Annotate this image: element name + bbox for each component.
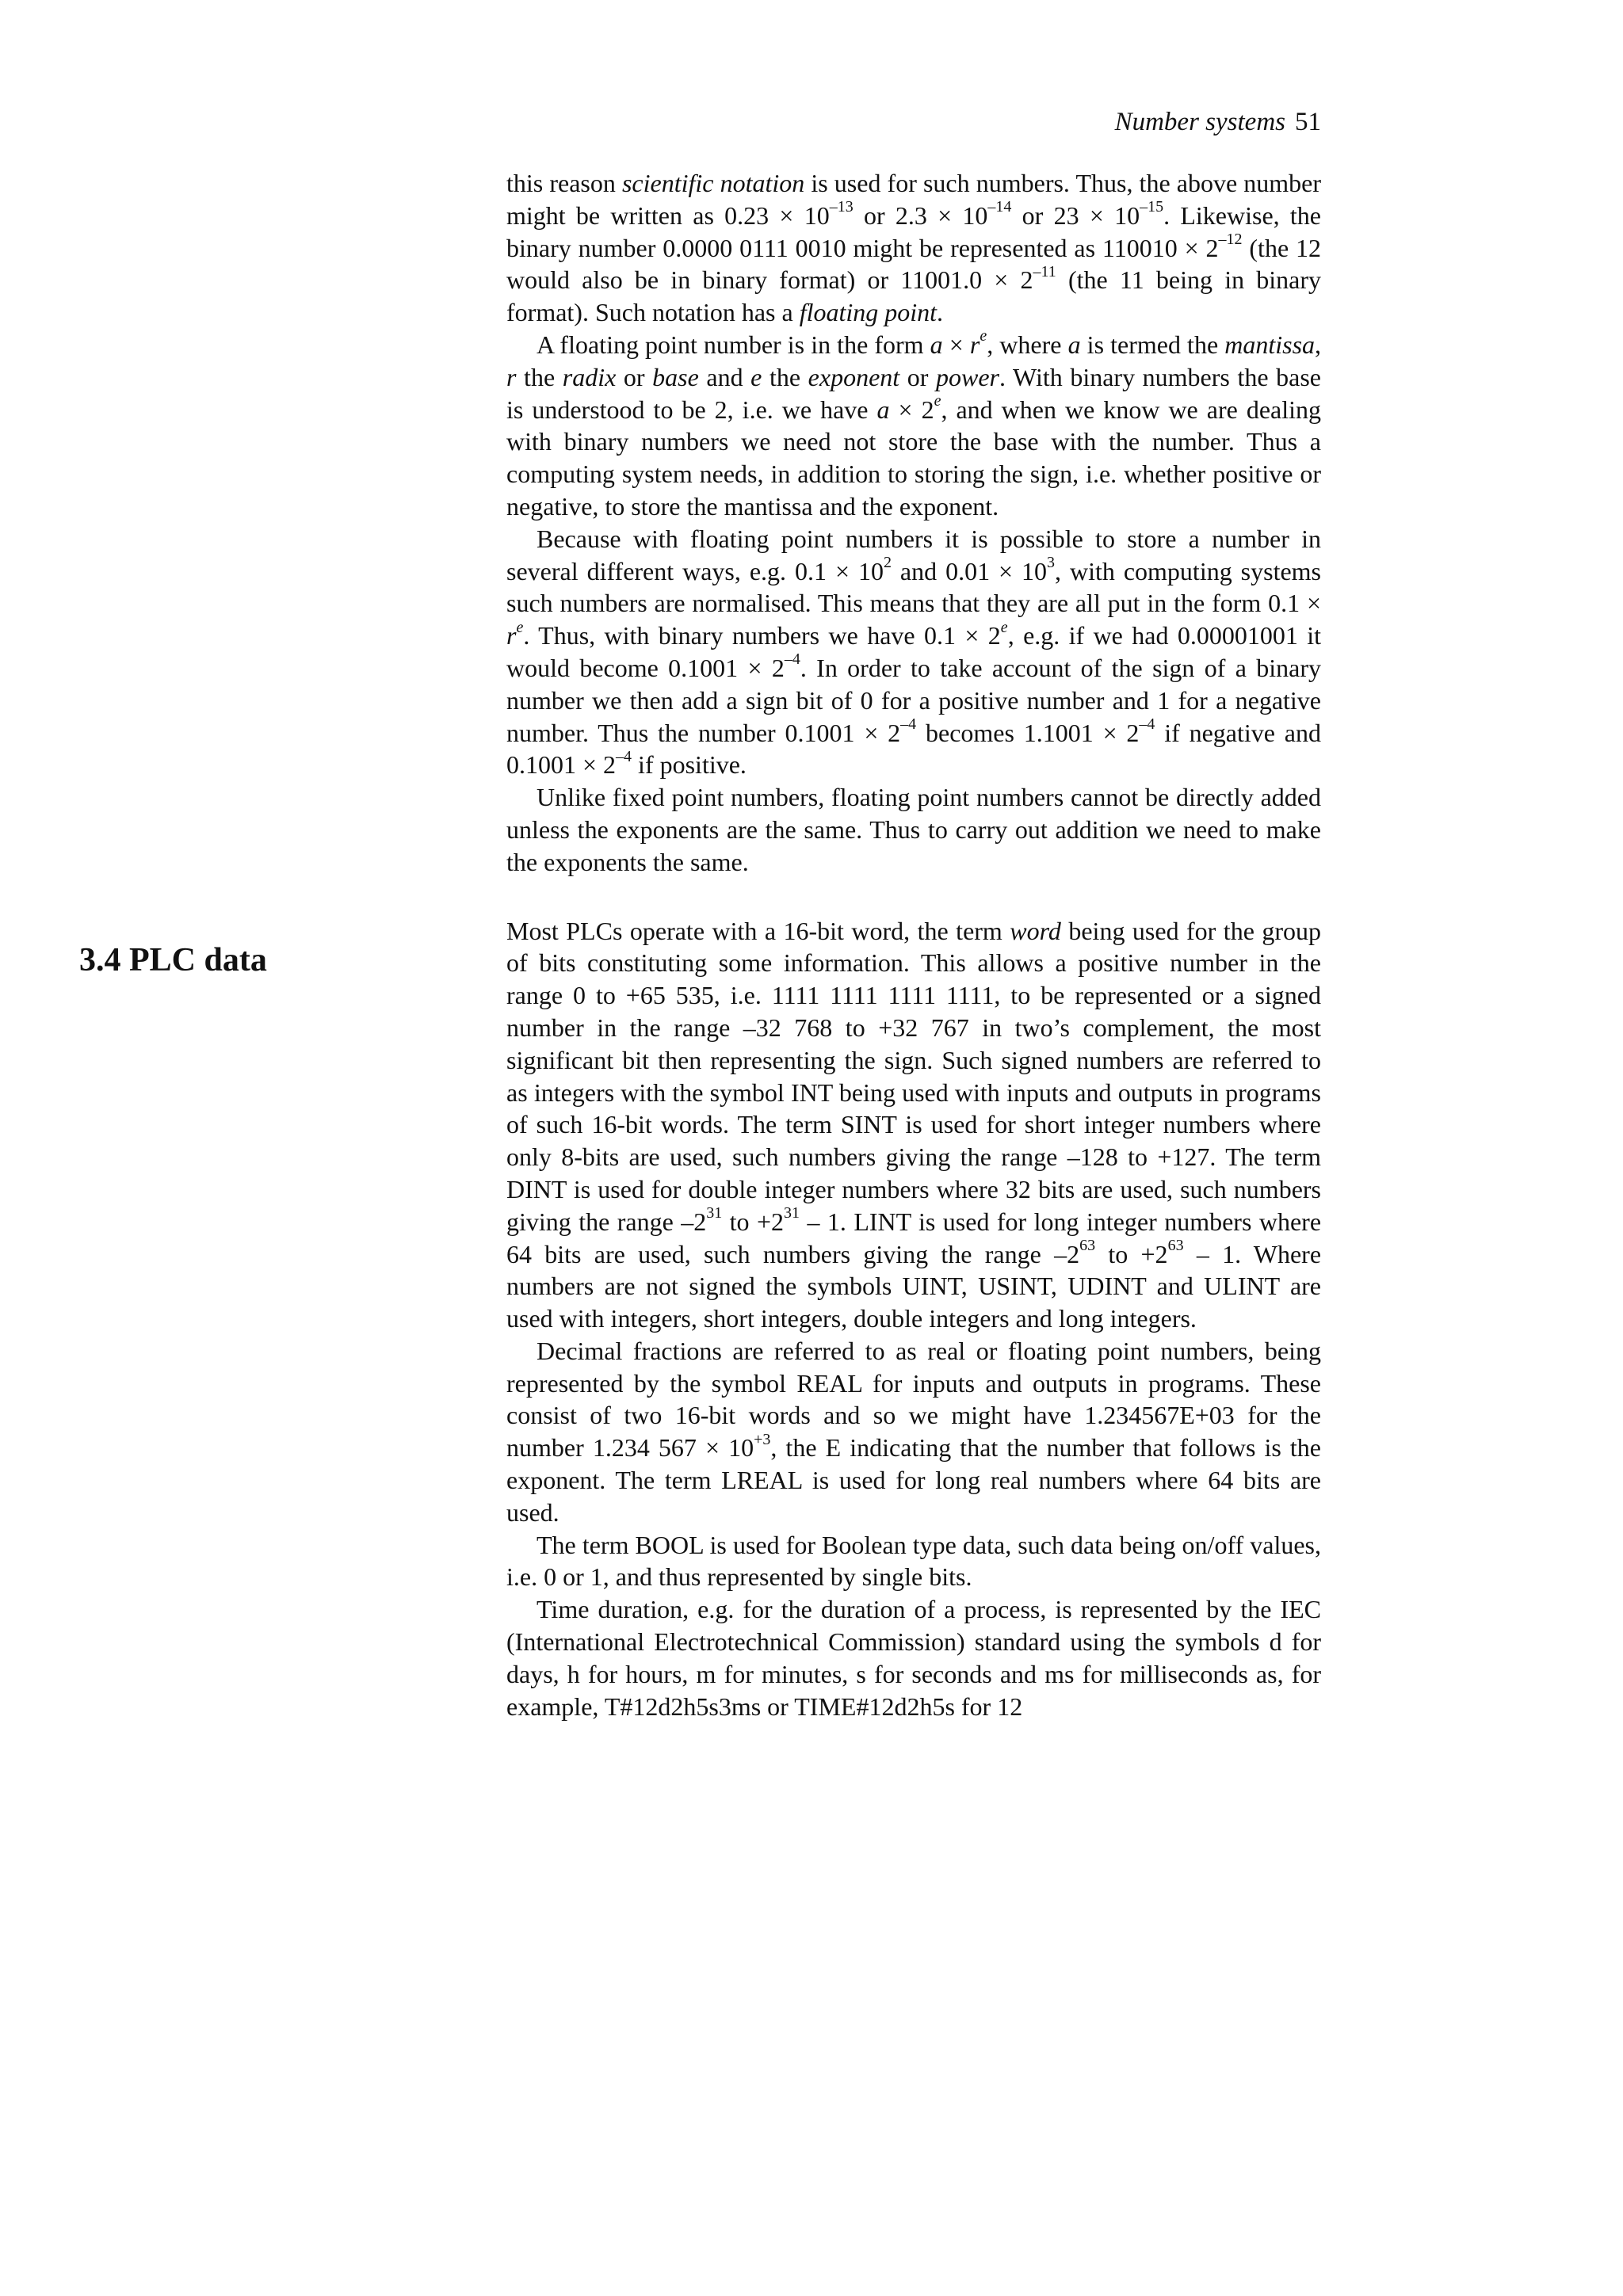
paragraph: Time duration, e.g. for the duration of a process, is represented by the IEC (International Electrotechnical Commission) standard using the symbols d for days, h for hours, m for minutes, s for seconds and ms for milliseconds as, for example, T#12d2h5s3ms or TIME#12d2h5s for 12	[506, 1595, 1321, 1721]
paragraph: A floating point number is in the form $a \times r^e$, where a is termed the mantissa, r the radix or base and e the exponent or power. With binary numbers the base is understood to be 2, i.e. we have $a \times 2^e$, and when we know we are dealing with binary numbers we need not store the base with the number. Thus a computing system needs, in addition to storing the sign, i.e. whether positive or negative, to store the mantissa and the exponent.	[506, 327, 1322, 521]
page-number: 51	[1295, 108, 1321, 136]
paragraph: Because with floating point numbers it is possible to store a number in several different ways, e.g. $0.1 \times 10^2$ and $0.01 \times 10^3$, with computing systems such numbers are normalised. This means that they are all put in the form $0.1 \times r^e$. Thus, with binary numbers we have $0.1 \times 2^e$, e.g. if we had 0.00001001 it would become $0.1001 \times 2^{-4}$. In order to take account of the sign of a binary number we then add a sign bit of 0 for a positive number and 1 for a negative number. Thus the number $0.1001 \times 2^{-4}$ becomes $1.1001 \times 2^{-4}$ if negative and $0.1001 \times 2^{-4}$ if positive.	[506, 524, 1322, 780]
section-plc-data	[506, 915, 1321, 1723]
paragraph: Most PLCs operate with a 16-bit word, the term word being used for the group of bits constituting some information. This allows a positive number in the range 0 to +65 535, i.e. 1111 1111 1111 1111, to be represented or a signed number in the range –32 768 to +32 767 in two’s complement, the most significant bit then representing the sign. Such signed numbers are referred to as integers with the symbol INT being used with inputs and outputs in programs of such 16-bit words. The term SINT is used for short integer numbers where only 8-bits are used, such numbers giving the range –128 to +127. The term DINT is used for double integer numbers where 32 bits are used, such numbers giving the range $-2^{31}$ to $+2^{31} - 1$. LINT is used for long integer numbers where 64 bits are used, such numbers giving the range $-2^{63}$ to $+2^{63} - 1$. Where numbers are not signed the symbols UINT, USINT, UDINT and ULINT are used with integers, short integers, double integers and long integers.	[506, 916, 1322, 1333]
body-text	[506, 167, 1321, 1722]
running-head-title: Number systems	[1114, 108, 1285, 136]
paragraph: Decimal fractions are referred to as real or floating point numbers, being represented by the symbol REAL for inputs and outputs in programs. These consist of two 16-bit words and so we might have 1.234567E+03 for the number 1.234 $567 \times 10^{+3}$, the E indicating that the number that follows is the exponent. The term LREAL is used for long real numbers where 64 bits are used.	[506, 1336, 1322, 1527]
running-head	[1115, 106, 1321, 138]
paragraph: this reason scientific notation is used for such numbers. Thus, the above number might be written as $0.23 \times 10^{-13}$ or $2.3 \times 10^{-14}$ or $23 \times 10^{-15}$. Likewise, the binary number 0.0000 0111 0010 might be represented as $110010 \times 2^{-12}$ (the 12 would also be in binary format) or $11001.0 \times 2^{-11}$ (the 11 being in binary format). Such notation has a floating point.	[506, 169, 1322, 327]
intro-text	[506, 167, 1321, 879]
section-heading: 3.4 PLC data	[79, 942, 267, 978]
paragraph: Unlike fixed point numbers, floating point numbers cannot be directly added unless the exponents are the same. Thus to carry out addition we need to make the exponents the same.	[506, 783, 1321, 876]
paragraph: The term BOOL is used for Boolean type data, such data being on/off values, i.e. 0 or 1, and thus represented by single bits.	[506, 1530, 1321, 1592]
